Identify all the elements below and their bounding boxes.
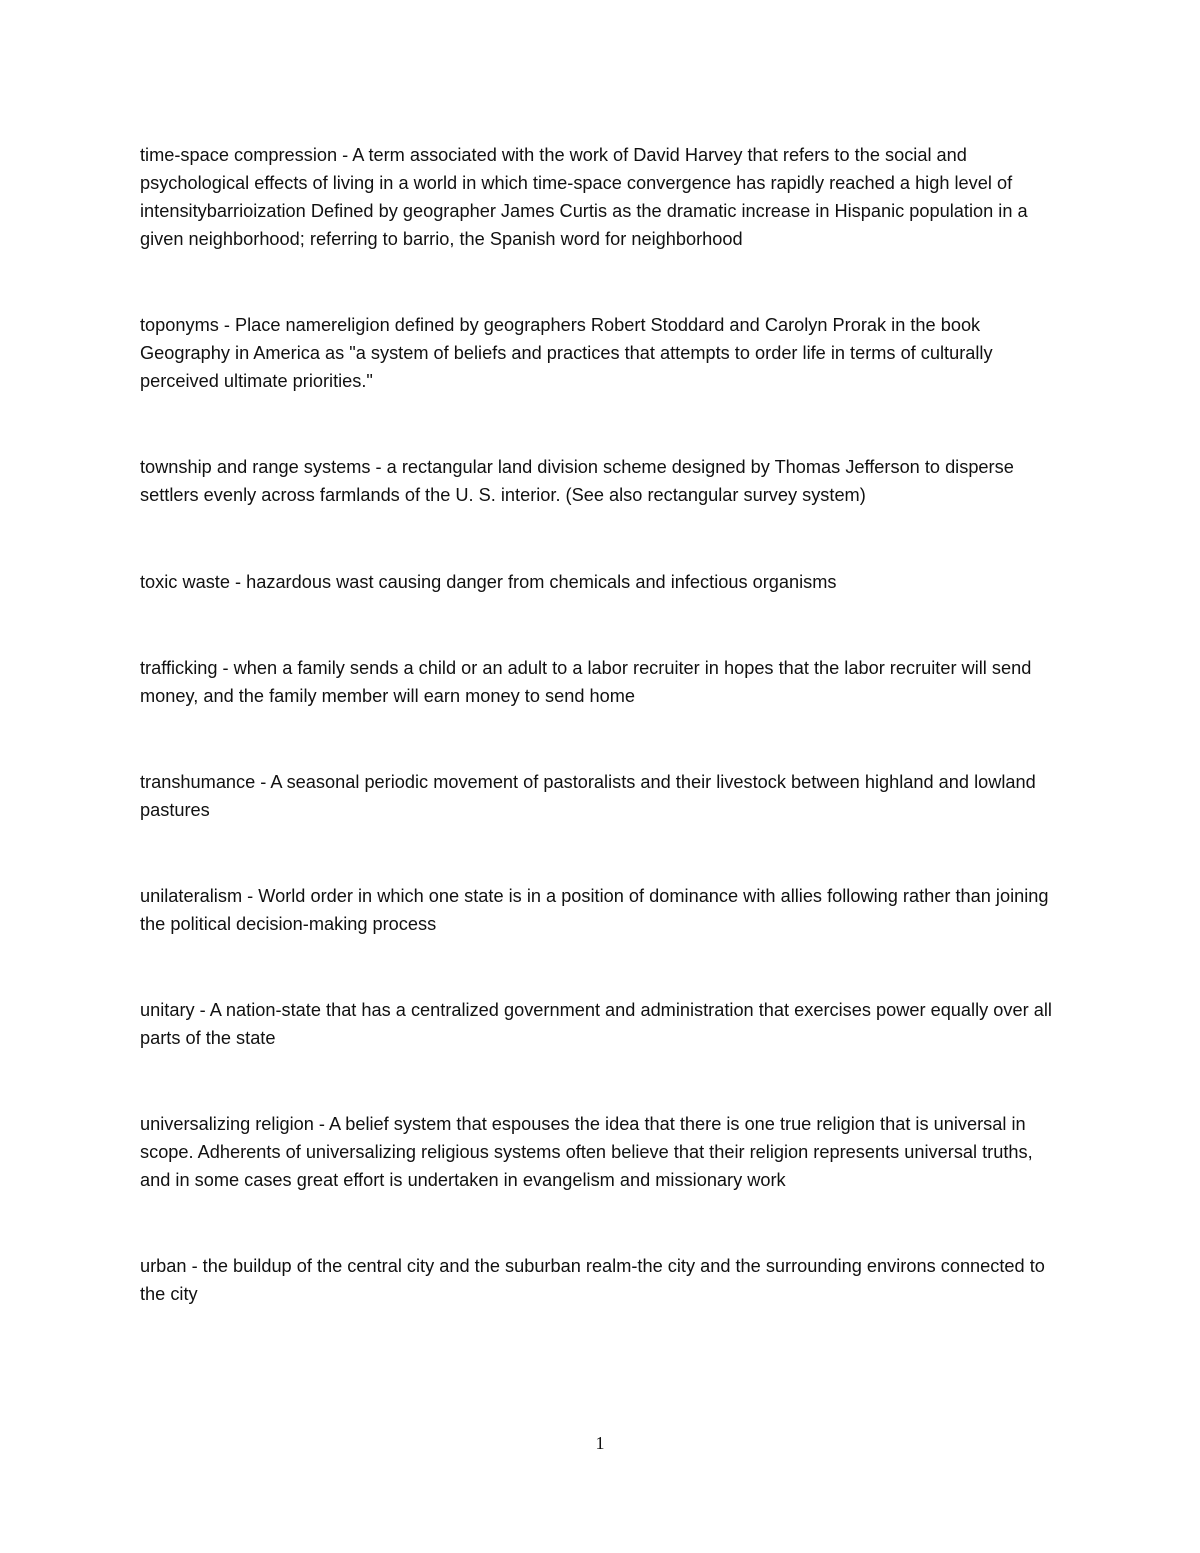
glossary-entry-time-space-compression: time-space compression - A term associated with the work of David Harvey that refers to the social and psychological effects of living in a world in which time-space convergence has rapidly reached a high level of intensitybarrioization Defined by geographer James Curtis as the dramatic increase in Hispanic population in a given neighborhood; referring to barrio, the Spanish word for neighborhood xyxy=(140,145,1028,249)
glossary-entry-unitary: unitary - A nation-state that has a centralized government and administration that exercises power equally over all parts of the state xyxy=(140,1000,1052,1048)
glossary-entry-township-and-range: township and range systems - a rectangular land division scheme designed by Thomas Jefferson to disperse settlers evenly across farmlands of the U. S. interior. (See also rectangular survey system) xyxy=(140,457,1014,505)
page-number: 1 xyxy=(595,1433,605,1453)
glossary-entry-toponyms: toponyms - Place namereligion defined by geographers Robert Stoddard and Carolyn Prorak in the book Geography in America as "a system of beliefs and practices that attempts to order life in terms of culturally perceived ultimate priorities." xyxy=(140,315,993,391)
glossary-entry-unilateralism: unilateralism - World order in which one state is in a position of dominance with allies following rather than joining the political decision-making process xyxy=(140,886,1049,934)
glossary-content xyxy=(140,141,1060,1308)
glossary-entry-toxic-waste: toxic waste - hazardous wast causing danger from chemicals and infectious organisms xyxy=(140,572,837,592)
glossary-entry-universalizing-religion: universalizing religion - A belief system that espouses the idea that there is one true religion that is universal in scope. Adherents of universalizing religious systems often believe that their religion represents universal truths, and in some cases great effort is undertaken in evangelism and missionary work xyxy=(140,1114,1033,1190)
glossary-entry-transhumance: transhumance - A seasonal periodic movement of pastoralists and their livestock between highland and lowland pastures xyxy=(140,772,1036,820)
glossary-entry-trafficking: trafficking - when a family sends a child or an adult to a labor recruiter in hopes that the labor recruiter will send money, and the family member will earn money to send home xyxy=(140,658,1032,706)
glossary-entry-urban: urban - the buildup of the central city and the suburban realm-the city and the surrounding environs connected to the city xyxy=(140,1256,1045,1304)
